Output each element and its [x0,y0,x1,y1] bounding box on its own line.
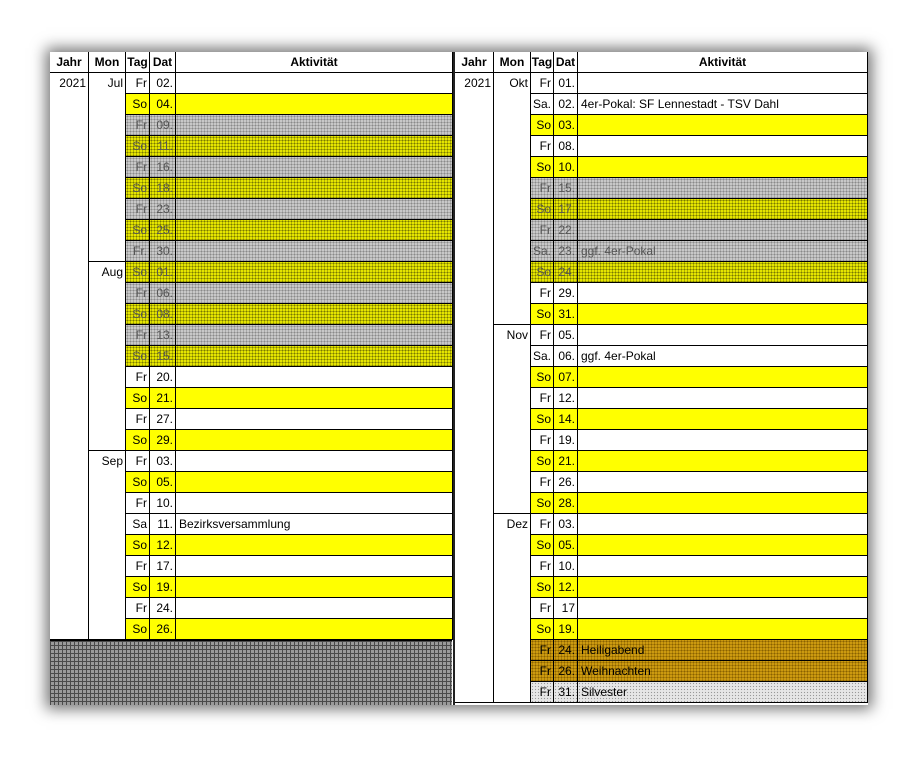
weekday-cell: So [531,199,554,220]
schedule-left-half [50,52,453,705]
date-cell: 12. [554,577,578,598]
schedule-row [50,577,453,598]
date-cell: 01. [554,73,578,94]
date-cell: 24. [554,262,578,283]
date-cell: 15. [554,178,578,199]
header-jahr: Jahr [455,52,494,73]
activity-cell: Weihnachten [578,661,868,682]
date-cell: 02. [554,94,578,115]
activity-cell [176,367,453,388]
date-cell: 31. [554,682,578,703]
date-cell: 24. [150,598,176,619]
activity-cell [578,430,868,451]
weekday-cell: Fr [126,73,150,94]
schedule-row [50,619,453,640]
date-cell: 15. [150,346,176,367]
weekday-cell: Fr [531,178,554,199]
schedule-row [455,220,868,241]
date-cell: 29. [150,430,176,451]
weekday-cell: So [531,304,554,325]
weekday-cell: So [126,619,150,640]
weekday-cell: Sa. [531,94,554,115]
header-datum: Dat [150,52,176,73]
activity-cell [176,577,453,598]
weekday-cell: Sa [126,514,150,535]
activity-cell [176,220,453,241]
date-cell: 19. [150,577,176,598]
date-cell: 22. [554,220,578,241]
schedule-row [50,367,453,388]
date-cell: 26. [150,619,176,640]
year-label: 2021 [464,76,491,90]
schedule-row [455,451,868,472]
schedule-row [455,136,868,157]
schedule-row [455,535,868,556]
weekday-cell: So [531,262,554,283]
weekday-cell: So [126,304,150,325]
activity-cell [176,430,453,451]
activity-cell [176,241,453,262]
schedule-row [455,577,868,598]
date-cell: 07. [554,367,578,388]
month-label: Jul [107,76,123,90]
date-cell: 28. [554,493,578,514]
activity-cell [176,199,453,220]
weekday-cell: So [531,577,554,598]
weekday-cell: Fr [126,556,150,577]
activity-cell [176,325,453,346]
date-cell: 17 [554,598,578,619]
activity-cell [578,220,868,241]
activity-cell [578,535,868,556]
weekday-cell: Fr [531,514,554,535]
header-tag: Tag [126,52,150,73]
weekday-cell: So [126,577,150,598]
weekday-cell: Fr [531,136,554,157]
activity-cell [578,514,868,535]
schedule-row [50,220,453,241]
schedule-row [50,73,453,94]
schedule-row [455,73,868,94]
date-cell: 04. [150,94,176,115]
activity-cell [176,535,453,556]
activity-cell [578,115,868,136]
weekday-cell: So [531,535,554,556]
date-cell: 27. [150,409,176,430]
date-cell: 16. [150,157,176,178]
schedule-row [50,430,453,451]
activity-cell [578,409,868,430]
activity-cell [176,472,453,493]
header-aktivitaet: Aktivität [176,52,453,73]
activity-cell [578,556,868,577]
activity-cell [578,367,868,388]
header-datum: Dat [554,52,578,73]
weekday-cell: Fr [531,640,554,661]
schedule-row [50,136,453,157]
date-cell: 30. [150,241,176,262]
date-cell: 02. [150,73,176,94]
weekday-cell: So [531,409,554,430]
schedule-row [455,157,868,178]
weekday-cell: Fr [531,283,554,304]
month-label: Dez [506,517,528,531]
activity-cell [176,493,453,514]
schedule-row [50,241,453,262]
header-monat: Mon [494,52,531,73]
activity-cell [176,115,453,136]
activity-cell [578,388,868,409]
weekday-cell: Fr [531,73,554,94]
schedule-row [455,346,868,367]
weekday-cell: So [126,136,150,157]
schedule-row [455,262,868,283]
schedule-row [455,472,868,493]
date-cell: 12. [554,388,578,409]
date-cell: 08. [554,136,578,157]
schedule-row [50,535,453,556]
activity-cell [176,178,453,199]
activity-cell [176,388,453,409]
weekday-cell: Sa. [531,346,554,367]
schedule-row [455,598,868,619]
date-cell: 10. [150,493,176,514]
schedule-row [455,178,868,199]
weekday-cell: Fr. [126,241,150,262]
schedule-row [455,388,868,409]
activity-cell [578,73,868,94]
schedule-row [455,304,868,325]
weekday-cell: Fr [531,556,554,577]
date-cell: 11. [150,136,176,157]
activity-cell [578,472,868,493]
schedule-row [50,115,453,136]
schedule-row [50,556,453,577]
schedule-row [50,493,453,514]
date-cell: 10. [554,157,578,178]
date-cell: 13. [150,325,176,346]
date-cell: 08. [150,304,176,325]
schedule-row [455,283,868,304]
activity-cell [176,73,453,94]
schedule-row [455,682,868,703]
date-cell: 11. [150,514,176,535]
schedule-row [455,325,868,346]
date-cell: 26. [554,472,578,493]
weekday-cell: So [126,472,150,493]
weekday-cell: So [531,493,554,514]
weekday-cell: Sa. [531,241,554,262]
activity-cell: Silvester [578,682,868,703]
activity-cell [578,493,868,514]
date-cell: 17. [554,199,578,220]
weekday-cell: So [531,619,554,640]
activity-cell [578,199,868,220]
weekday-cell: So [126,388,150,409]
weekday-cell: So [531,115,554,136]
header-tag: Tag [531,52,554,73]
activity-cell: ggf. 4er-Pokal [578,346,868,367]
date-cell: 31. [554,304,578,325]
unused-area [50,640,452,705]
date-cell: 23. [554,241,578,262]
activity-cell [176,262,453,283]
activity-cell [578,598,868,619]
weekday-cell: So [531,367,554,388]
weekday-cell: Fr [126,283,150,304]
weekday-cell: Fr [126,325,150,346]
weekday-cell: So [126,94,150,115]
weekday-cell: Fr [126,199,150,220]
activity-cell [176,304,453,325]
header-jahr: Jahr [50,52,89,73]
schedule-row [455,199,868,220]
date-cell: 06. [150,283,176,304]
activity-cell [176,556,453,577]
weekday-cell: Fr [126,493,150,514]
activity-cell [578,577,868,598]
schedule-row [50,598,453,619]
month-label: Nov [506,328,528,342]
date-cell: 18. [150,178,176,199]
schedule-row [50,157,453,178]
schedule-right-half [455,52,868,705]
activity-cell [578,262,868,283]
weekday-cell: Fr [531,472,554,493]
activity-cell [176,157,453,178]
activity-cell: ggf. 4er-Pokal [578,241,868,262]
date-cell: 03. [554,115,578,136]
weekday-cell: So [126,346,150,367]
date-cell: 03. [150,451,176,472]
date-cell: 14. [554,409,578,430]
activity-cell [176,283,453,304]
weekday-cell: Fr [531,430,554,451]
schedule-row [50,346,453,367]
schedule-row [455,115,868,136]
schedule-row [455,409,868,430]
weekday-cell: So [126,220,150,241]
schedule-row [50,472,453,493]
schedule-row [455,241,868,262]
activity-cell [176,619,453,640]
header-aktivitaet: Aktivität [578,52,868,73]
weekday-cell: So [126,430,150,451]
date-cell: 26. [554,661,578,682]
activity-cell [578,178,868,199]
date-cell: 25. [150,220,176,241]
weekday-cell: Fr [126,115,150,136]
weekday-cell: So [126,262,150,283]
weekday-cell: Fr [126,157,150,178]
activity-cell [176,94,453,115]
date-cell: 03. [554,514,578,535]
header-row [455,52,868,73]
schedule-row [50,514,453,535]
activity-cell: Heiligabend [578,640,868,661]
activity-cell [578,325,868,346]
date-cell: 21. [150,388,176,409]
weekday-cell: Fr [126,598,150,619]
schedule-row [50,262,453,283]
schedule-row [50,283,453,304]
schedule-row [455,514,868,535]
date-cell: 09. [150,115,176,136]
weekday-cell: Fr [126,451,150,472]
activity-cell: Bezirksversammlung [176,514,453,535]
schedule-row [50,451,453,472]
activity-cell [578,304,868,325]
date-cell: 05. [554,325,578,346]
date-cell: 24. [554,640,578,661]
date-cell: 19. [554,430,578,451]
date-cell: 05. [150,472,176,493]
schedule-row [455,430,868,451]
schedule-row [50,304,453,325]
activity-cell [578,451,868,472]
schedule-row [455,556,868,577]
schedule-row [50,388,453,409]
month-label: Okt [509,76,528,90]
activity-cell [176,346,453,367]
activity-cell [578,157,868,178]
weekday-cell: Fr [531,598,554,619]
schedule-row [455,619,868,640]
schedule-row [50,325,453,346]
activity-cell: 4er-Pokal: SF Lennestadt - TSV Dahl [578,94,868,115]
weekday-cell: So [126,535,150,556]
date-cell: 06. [554,346,578,367]
activity-cell [578,619,868,640]
header-row [50,52,453,73]
date-cell: 19. [554,619,578,640]
header-monat: Mon [89,52,126,73]
activity-cell [578,136,868,157]
date-cell: 17. [150,556,176,577]
activity-cell [176,409,453,430]
schedule-sheet [50,52,868,705]
schedule-row [50,178,453,199]
schedule-row [50,94,453,115]
weekday-cell: So [531,451,554,472]
weekday-cell: Fr [126,409,150,430]
date-cell: 20. [150,367,176,388]
date-cell: 29. [554,283,578,304]
activity-cell [578,283,868,304]
weekday-cell: Fr [531,661,554,682]
schedule-row [455,493,868,514]
weekday-cell: Fr [531,682,554,703]
weekday-cell: Fr [126,367,150,388]
schedule-row [50,409,453,430]
schedule-row [50,199,453,220]
weekday-cell: Fr [531,388,554,409]
schedule-row [455,94,868,115]
weekday-cell: So [126,178,150,199]
date-cell: 12. [150,535,176,556]
year-label: 2021 [59,76,86,90]
month-label: Aug [101,265,123,279]
activity-cell [176,451,453,472]
date-cell: 01. [150,262,176,283]
schedule-row [455,367,868,388]
weekday-cell: Fr [531,220,554,241]
schedule-row [455,640,868,661]
activity-cell [176,136,453,157]
schedule-row [455,661,868,682]
date-cell: 23. [150,199,176,220]
weekday-cell: So [531,157,554,178]
activity-cell [176,598,453,619]
weekday-cell: Fr [531,325,554,346]
month-label: Sep [101,454,123,468]
date-cell: 10. [554,556,578,577]
date-cell: 21. [554,451,578,472]
date-cell: 05. [554,535,578,556]
